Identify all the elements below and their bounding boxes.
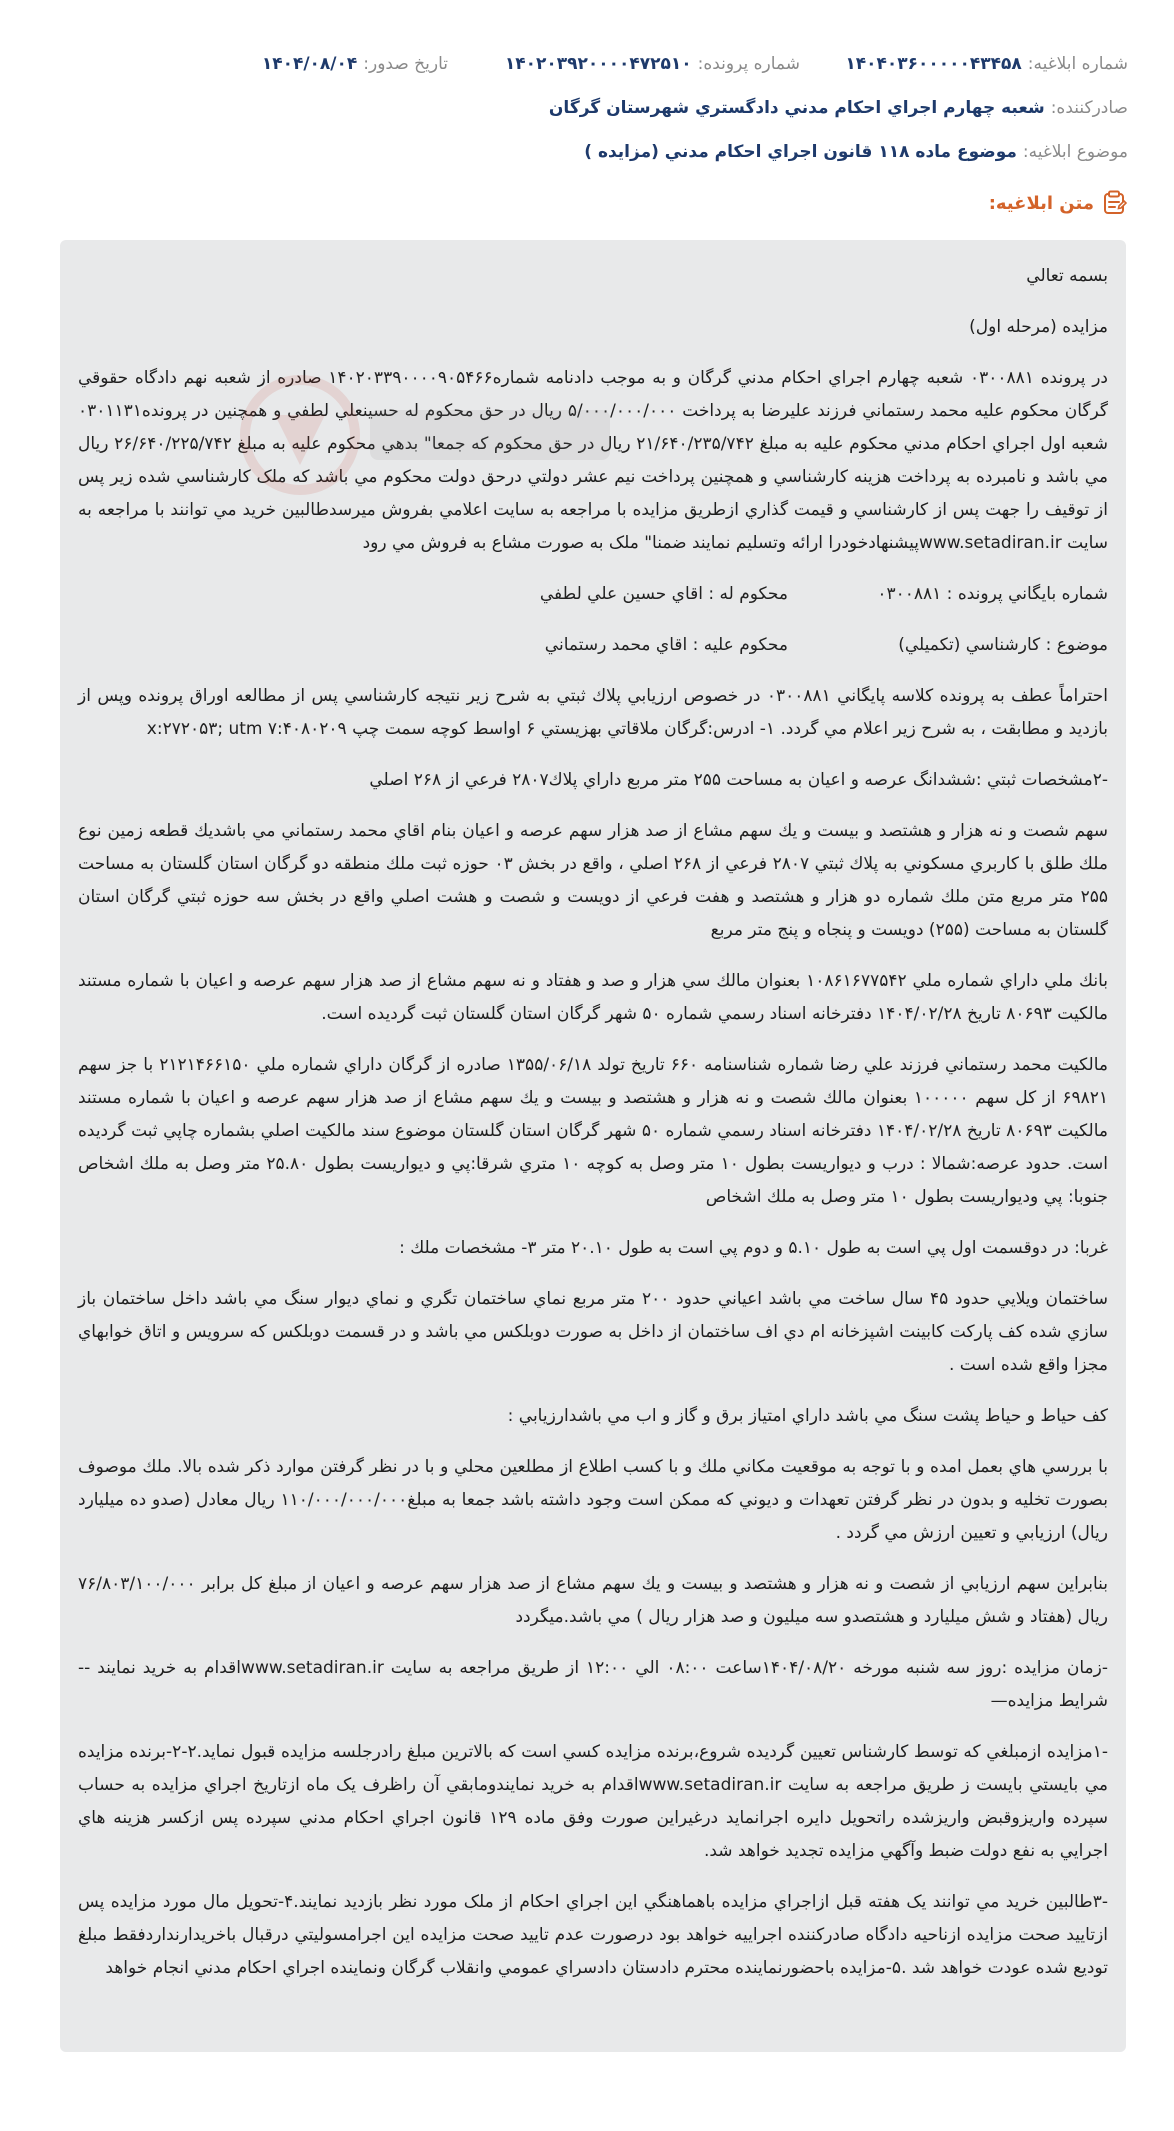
notice-number: [800, 52, 1128, 76]
body-building-specs: ساختمان ويلايي حدود ۴۵ سال ساخت مي باشد اعياني حدود ۲۰۰ متر مربع نماي ساختمان تگري و نماي ديوار سنگ مي باشد داخل ساختمان باز سازي شده كف پاركت كابينت اشپزخانه ام دي اف ساختمان از داخل به صورت دوبلكس مي باشد و در قسمت دوبلكس كه سرويس و اتاق خوابهاي مجزا واقع شده است .: [78, 1289, 1109, 1375]
document-icon: [1102, 190, 1128, 216]
case-parties-row-2: [78, 629, 1108, 662]
issue-date-value: ۱۴۰۴/۰۸/۰۴: [261, 54, 358, 74]
notice-body: [60, 240, 1126, 2052]
body-case-summary: در پرونده ۰۳۰۰۸۸۱ شعبه چهارم اجراي احکام مدني گرگان و به موجب دادنامه شماره۱۴۰۲۰۳۳۹۰۰۰۰۹۰۵۴۶۶ صادره از شعبه نهم دادگاه حقوقي گرگان محکوم عليه محمد رستماني فرزند عليرضا به پرداخت ۵/۰۰۰/۰۰۰/۰۰۰ ريال در حق محکوم له حسينعلي لطفي و همچنين در پرونده۰۳۰۱۱۳۱ شعبه اول اجراي احکام مدني محکوم عليه به مبلغ ۲۱/۶۴۰/۲۳۵/۷۴۲ ريال در حق محکوم که جمعا" بدهي محکوم عليه به مبلغ ۲۶/۶۴۰/۲۲۵/۷۴۲ ريال مي باشد و نامبرده به پرداخت هزينه کارشناسي و همچنين پرداخت نيم عشر دولتي درحق دولت محکوم مي باشد که ملک کارشناسي شده زير پس از توقيف را جهت پس از کارشناسي و قيمت گذاري ازطريق مزايده با مراجعه به سايت اعلامي بفروش ميرسدطالبين خريد مي توانند با مراجعه به سايت www.setadiran.irپيشنهادخودرا ارائه وتسليم نمايند ضمنا" ملک به صورت مشاع به فروش مي رود: [78, 368, 1108, 553]
case-number-label: شماره پرونده:: [697, 54, 800, 74]
body-ownership: مالكيت محمد رستماني فرزند علي رضا شماره شناسنامه ۶۶۰ تاريخ تولد ۱۳۵۵/۰۶/۱۸ صادره از گرگان داراي شماره ملي ۲۱۲۱۴۶۶۱۵۰ با جز سهم ۶۹۸۲۱ از كل سهم ۱۰۰۰۰۰ بعنوان مالك شصت و نه هزار و هشتصد و بيست و يك سهم مشاع از صد هزار سهم عرصه و اعيان با شماره مستند مالكيت ۸۰۶۹۳ تاريخ ۱۴۰۴/۰۲/۲۸ دفترخانه اسناد رسمي شماره ۵۰ شهر گرگان استان گلستان موضوع سند مالكيت اصلي بشماره چاپي ثبت گرديده است. حدود عرصه:شمالا : درب و ديواريست بطول ۱۰ متر وصل به كوچه ۱۰ متري شرقا:پي و ديواريست بطول ۲۵.۸۰ متر وصل به ملك اشخاص جنوبا: پي وديواريست بطول ۱۰ متر وصل به ملك اشخاص: [78, 1055, 1109, 1207]
body-inspection-delivery: -۳طالبين خريد مي توانند يک هفته قبل ازاجراي مزايده باهماهنگي اين اجراي احکام از ملک مورد نظر بازديد نمايند.۴-تحويل مال مورد مزايده پس ازتاييد صحت مزايده ازناحيه دادگاه صادرکننده اجراييه خواهد بود درصورت عدم تاييد صحت مزايده اين اجرامسوليتي درقبال باخريدارنداردفقط مبلغ توديع شده عودت خواهد شد .۵-مزايده باحضورنماينده محترم دادستان دادسراي عمومي وانقلاب گرگان ونماينده اجراي احکام مدني انجام خواهد: [78, 1892, 1108, 1978]
meta-row-issuer: [60, 86, 1128, 130]
issue-date: [262, 52, 448, 76]
body-west-boundary: غربا: در دوقسمت اول پي است به طول ۵.۱۰ و دوم پي است به طول ۲۰.۱۰ متر ۳- مشخصات ملك :: [399, 1238, 1108, 1258]
body-yard-utilities: كف حياط و حياط پشت سنگ مي باشد داراي امتياز برق و گاز و اب مي باشدارزيابي :: [507, 1406, 1108, 1426]
notice-meta: [0, 0, 1174, 172]
issuer-label: صادرکننده:: [1050, 98, 1128, 118]
meta-row-numbers: [60, 52, 1128, 86]
notice-subject-label: موضوع ابلاغيه:: [1022, 142, 1128, 162]
notice-number-label: شماره ابلاغيه:: [1027, 54, 1128, 74]
case-parties-row-1: [78, 578, 1108, 611]
body-registration: -۲مشخصات ثبتي :ششدانگ عرصه و اعيان به مساحت ۲۵۵ متر مربع داراي پلاك۲۸۰۷ فرعي از ۲۶۸ اصلي: [369, 770, 1108, 790]
body-auction-conditions: -۱مزايده ازمبلغي که توسط کارشناس تعيين گرديده شروع،برنده مزايده کسي است که بالاترين مبلغ رادرجلسه مزايده قبول نمايد.۲-۲-برنده مزايده مي بايستي بايست ز طريق مراجعه به سايت www.setadiran.irاقدام به خريد نمايندومابقي آن راظرف يک ماه ازتاريخ اجراي مزايده به حساب سپرده واريزوقبض واريزشده راتحويل دايره اجرانمايد درغيراين صورت وفق ماده ۱۲۹ قانون اجراي احکام مدني سپرده پس ازکسر هزينه هاي اجرايي به نفع دولت ضبط وآگهي مزايده تجديد خواهد شد.: [78, 1742, 1109, 1861]
meta-row-subject: [60, 130, 1128, 172]
body-address: احتراماً عطف به پرونده کلاسه پايگاني ۰۳۰۰۸۸۱ در خصوص ارزيابي پلاك ثبتي به شرح زير نتيجه کارشناسي پس از مطالعه اوراق پرونده وپس از بازديد و مطابقت ، به شرح زير اعلام مي گردد. ۱- ادرس:گرگان ملاقاتي بهزيستي ۶ اواسط کوچه سمت چپ ۷:۴۰۸۰۲۰۹ x:۲۷۲۰۵۳; utm: [78, 686, 1108, 739]
case-subject: موضوع : کارشناسي (تکميلي): [898, 635, 1108, 655]
issuer-value: شعبه چهارم اجراي احکام مدني دادگستري شهرستان گرگان: [548, 98, 1045, 118]
case-number: [448, 52, 800, 76]
notice-number-value: ۱۴۰۴۰۳۶۰۰۰۰۰۴۳۴۵۸: [845, 54, 1022, 74]
case-number-value: ۱۴۰۲۰۳۹۲۰۰۰۰۴۷۲۵۱۰: [504, 54, 692, 74]
body-bank-share: بانك ملي داراي شماره ملي ۱۰۸۶۱۶۷۷۵۴۲ بعنوان مالك سي هزار و صد و هفتاد و نه سهم مشاع از صد هزار سهم عرصه و اعيان با شماره مستند مالكيت ۸۰۶۹۳ تاريخ ۱۴۰۴/۰۲/۲۸ دفترخانه اسناد رسمي شماره ۵۰ شهر گرگان استان گلستان ثبت گرديده است.: [78, 971, 1108, 1024]
notice-text-header: [0, 188, 1174, 218]
body-heading: بسمه تعالي: [1026, 266, 1108, 286]
body-share-value: بنابراين سهم ارزيابي از شصت و نه هزار و هشتصد و بيست و يك سهم مشاع از صد هزار سهم عرصه و اعيان از مبلغ كل برابر ۷۶/۸۰۳/۱۰۰/۰۰۰ ريال (هفتاد و شش ميليارد و هشتصدو سه ميليون و صد هزار ريال ) مي باشد.ميگردد: [78, 1574, 1108, 1627]
creditor: محکوم له : اقاي حسين علي لطفي: [539, 584, 788, 604]
issue-date-label: تاريخ صدور:: [363, 54, 448, 74]
body-valuation: با بررسي هاي بعمل امده و با توجه به موقعيت مكاني ملك و با كسب اطلاع از مطلعين محلي و با در نظر گرفتن موارد ذكر شده بالا. ملك موصوف بصورت تخليه و بدون در نظر گرفتن تعهدات و ديوني كه ممكن است وجود داشته باشد جمعا به مبلغ۱۱۰/۰۰۰/۰۰۰/۰۰۰ ريال معادل (صدو ده ميليارد ريال) ارزيابي و تعيين ارزش مي گردد .: [78, 1457, 1109, 1543]
notice-subject: [584, 140, 1128, 164]
body-auction-time: -زمان مزايده :روز سه شنبه مورخه ۱۴۰۴/۰۸/۲۰ساعت ۰۸:۰۰ الي ۱۲:۰۰ از طريق مراجعه به سايت www.setadiran.irاقدام به خريد نمايند --شرايط مزايده—: [78, 1658, 1108, 1711]
debtor: محکوم عليه : اقاي محمد رستماني: [544, 635, 788, 655]
body-stage: مزايده (مرحله اول): [969, 317, 1108, 337]
archive-number: شماره بايگاني پرونده : ۰۳۰۰۸۸۱: [877, 584, 1108, 604]
issuer: [549, 96, 1128, 120]
notice-subject-value: موضوع ماده ۱۱۸ قانون اجراي احکام مدني (مزايده ): [584, 142, 1017, 162]
body-property-details: سهم شصت و نه هزار و هشتصد و بيست و يك سهم مشاع از صد هزار سهم عرصه و اعيان بنام اقاي محمد رستماني مي باشديك قطعه زمين نوع ملك طلق با كاربري مسكوني به پلاك ثبتي ۲۸۰۷ فرعي از ۲۶۸ اصلي ، واقع در بخش ۰۳ حوزه ثبت ملك منطقه دو گرگان استان گلستان به مساحت ۲۵۵ متر مربع متن ملك شماره دو هزار و هشتصد و هفت فرعي از دويست و شصت و هشت اصلي واقع در بخش سه حوزه ثبتي گرگان استان گلستان به مساحت (۲۵۵) دويست و پنجاه و پنج متر مربع: [78, 821, 1108, 940]
notice-text-title: متن ابلاغيه:: [988, 192, 1094, 214]
